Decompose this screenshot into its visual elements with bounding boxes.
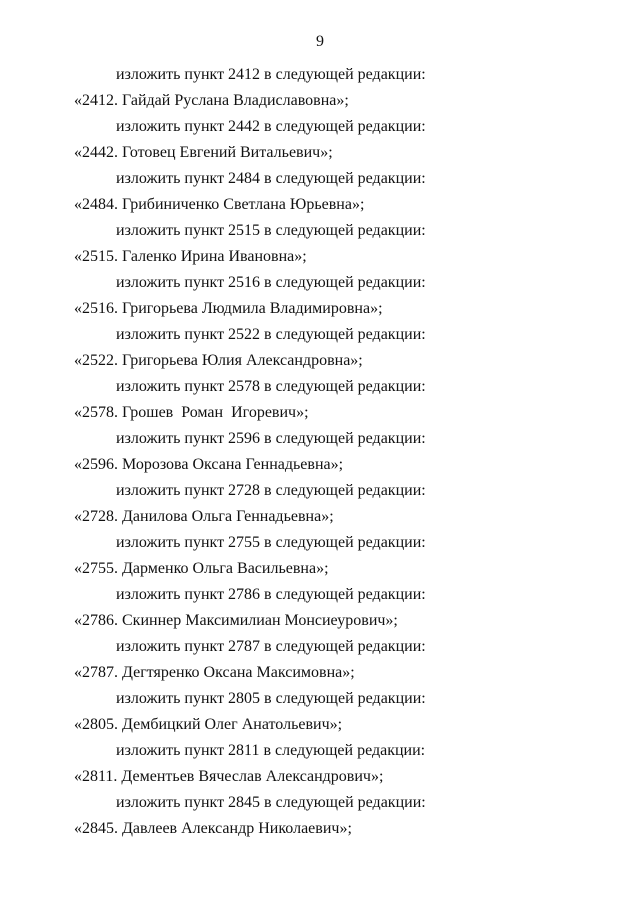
amendment-entry: «2596. Морозова Оксана Геннадьевна»;	[74, 456, 344, 473]
amendment-entry: «2484. Грибиниченко Светлана Юрьевна»;	[74, 196, 365, 213]
amendment-instruction: изложить пункт 2596 в следующей редакции:	[116, 430, 426, 447]
amendment-entry: «2516. Григорьева Людмила Владимировна»;	[74, 300, 383, 317]
amendment-entry: «2786. Скиннер Максимилиан Монсиеурович»;	[74, 612, 398, 629]
amendment-list	[0, 62, 640, 842]
amendment-instruction: изложить пункт 2811 в следующей редакции:	[116, 742, 426, 759]
amendment-instruction: изложить пункт 2412 в следующей редакции:	[116, 66, 426, 83]
amendment-entry: «2442. Готовец Евгений Витальевич»;	[74, 144, 333, 161]
amendment-entry: «2755. Дарменко Ольга Васильевна»;	[74, 560, 329, 577]
amendment-instruction: изложить пункт 2786 в следующей редакции:	[116, 586, 426, 603]
amendment-entry: «2728. Данилова Ольга Геннадьевна»;	[74, 508, 334, 525]
page-number: 9	[316, 33, 324, 50]
amendment-instruction: изложить пункт 2442 в следующей редакции:	[116, 118, 426, 135]
amendment-entry: «2845. Давлеев Александр Николаевич»;	[74, 820, 352, 837]
amendment-entry: «2515. Галенко Ирина Ивановна»;	[74, 248, 307, 265]
amendment-instruction: изложить пункт 2516 в следующей редакции:	[116, 274, 426, 291]
amendment-entry: «2805. Дембицкий Олег Анатольевич»;	[74, 716, 343, 733]
amendment-instruction: изложить пункт 2787 в следующей редакции:	[116, 638, 426, 655]
amendment-entry: «2412. Гайдай Руслана Владиславовна»;	[74, 92, 349, 109]
amendment-instruction: изложить пункт 2578 в следующей редакции:	[116, 378, 426, 395]
amendment-entry: «2578. Грошев Роман Игоревич»;	[74, 404, 309, 421]
amendment-entry: «2811. Дементьев Вячеслав Александрович»;	[74, 768, 384, 785]
amendment-instruction: изложить пункт 2755 в следующей редакции:	[116, 534, 426, 551]
amendment-instruction: изложить пункт 2515 в следующей редакции:	[116, 222, 426, 239]
amendment-instruction: изложить пункт 2522 в следующей редакции:	[116, 326, 426, 343]
amendment-entry: «2522. Григорьева Юлия Александровна»;	[74, 352, 363, 369]
amendment-instruction: изложить пункт 2484 в следующей редакции:	[116, 170, 426, 187]
amendment-instruction: изложить пункт 2728 в следующей редакции:	[116, 482, 426, 499]
amendment-instruction: изложить пункт 2805 в следующей редакции:	[116, 690, 426, 707]
amendment-instruction: изложить пункт 2845 в следующей редакции:	[116, 794, 426, 811]
amendment-entry: «2787. Дегтяренко Оксана Максимовна»;	[74, 664, 355, 681]
